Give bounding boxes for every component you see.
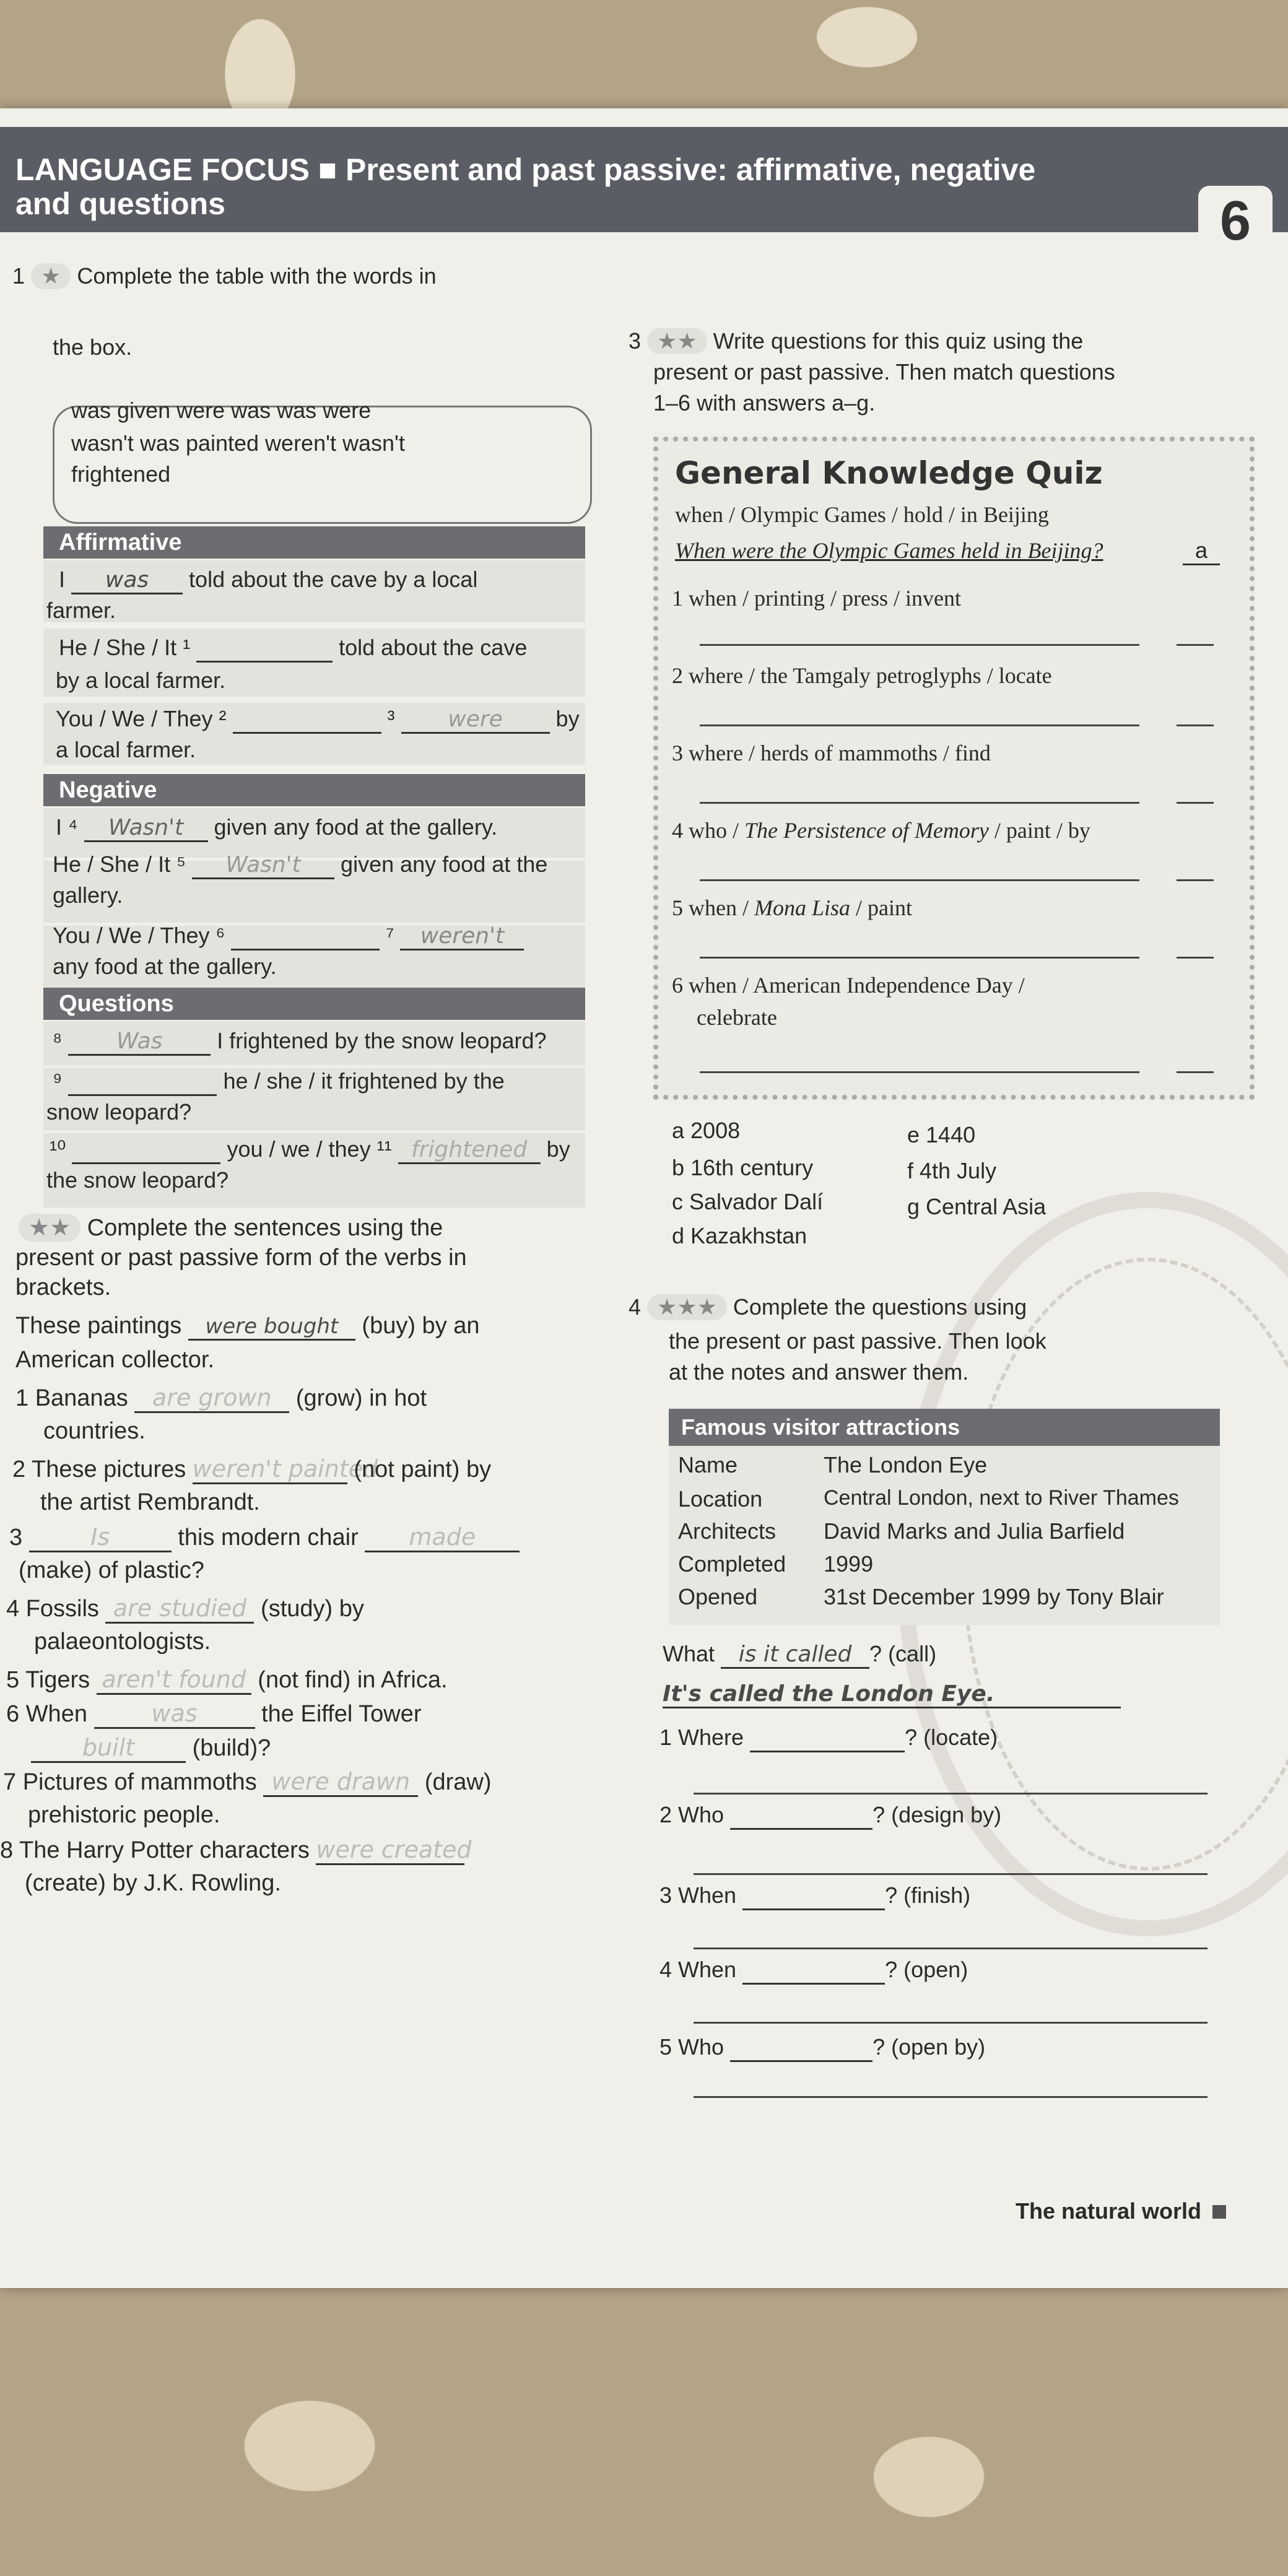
sentence-text: (buy) by an (362, 1313, 480, 1339)
ex3-instruction-line3: 1–6 with answers a–g. (653, 390, 876, 416)
quiz-example-prompt: when / Olympic Games / hold / in Beijing (675, 502, 1049, 527)
ex2-sentence-8-cont: (create) by J.K. Rowling. (25, 1870, 281, 1896)
answer-blank (231, 923, 380, 951)
attraction-value: The London Eye (824, 1452, 988, 1477)
row-text: by (555, 706, 580, 731)
question-italic: Mona Lisa (754, 895, 851, 920)
ex3-stars: ★★ (647, 328, 707, 354)
question-text: ? (open by) (872, 2034, 986, 2060)
question-text: ? (call) (869, 1641, 937, 1666)
question-text: 5 when / (672, 895, 754, 920)
questions-row1 (53, 1028, 547, 1056)
quiz-box (653, 437, 1255, 1100)
sentence-text: (not paint) by (354, 1456, 492, 1482)
answer-letter-line (1177, 879, 1214, 881)
row-subject: He / She / It ¹ (59, 635, 191, 660)
sentence-text: 3 (9, 1525, 23, 1551)
attraction-value: David Marks and Julia Barfield (824, 1518, 1125, 1544)
answer-blank: are grown (134, 1384, 289, 1413)
answer-line (694, 1947, 1208, 1949)
quiz-answer-f: f 4th July (907, 1158, 997, 1183)
attraction-value: Central London, next to River Thames (824, 1486, 1179, 1510)
sentence-text: These paintings (15, 1313, 182, 1339)
answer-line (700, 1071, 1139, 1073)
negative-row3 (53, 923, 524, 951)
answer-blank (72, 1136, 220, 1164)
affirmative-row1 (59, 567, 477, 594)
row-text: I frightened by the snow leopard? (217, 1028, 547, 1053)
ex4-question-4 (659, 1957, 968, 1985)
footer-label (1016, 2198, 1226, 2224)
negative-row2 (53, 851, 547, 879)
row-subject: You / We / They ² (56, 706, 227, 731)
answer-letter-line (1177, 1071, 1214, 1073)
affirmative-row2 (59, 635, 527, 663)
ex4-question-2 (659, 1802, 1001, 1830)
ex2-sentence-3-cont: (make) of plastic? (19, 1557, 204, 1583)
footer-text: The natural world (1016, 2198, 1202, 2224)
answer-blank (730, 2034, 872, 2062)
ex4-instruction-line2: the present or past passive. Then look (669, 1328, 1046, 1354)
sentence-text: (draw) (424, 1769, 492, 1795)
sentence-text: (study) by (261, 1596, 364, 1622)
answer-blank (750, 1725, 905, 1752)
row-subject: You / We / They ⁶ (53, 923, 225, 948)
row-text: given any food at the (341, 851, 548, 877)
ex4-example (663, 1641, 936, 1669)
row-text: told about the cave by a local (189, 567, 478, 592)
ex4-question-1 (659, 1725, 998, 1752)
questions-row2-cont: snow leopard? (46, 1099, 192, 1125)
ex4-stars: ★★★ (647, 1294, 727, 1320)
negative-row2-cont: gallery. (53, 882, 123, 908)
ex2-sentence-4 (6, 1595, 364, 1624)
row-subject: He / She / It ⁵ (53, 851, 186, 877)
answer-line (700, 802, 1139, 804)
quiz-answer-c: c Salvador Dalí (672, 1189, 824, 1214)
ex1-instruction-line2: the box. (53, 334, 133, 360)
answer-line (700, 644, 1139, 646)
answer-blank: Wasn't (84, 815, 208, 842)
quiz-question-4 (672, 817, 1090, 843)
ex3-number: 3 (629, 328, 642, 354)
negative-row1 (56, 814, 497, 842)
answer-blank (68, 1068, 217, 1096)
quiz-answer-e: e 1440 (907, 1122, 976, 1147)
ex2-sentence-1-cont: countries. (43, 1418, 146, 1444)
ex2-sentence-6-cont (31, 1734, 271, 1763)
question-text: 4 When (659, 1957, 737, 1982)
answer-letter-line (1177, 802, 1214, 804)
answer-blank: Was (68, 1029, 211, 1056)
ex2-sentence-3 (9, 1523, 520, 1552)
sentence-text: 1 Bananas (15, 1385, 128, 1411)
sentence-text: (build)? (192, 1735, 271, 1761)
page-header (0, 127, 1288, 232)
questions-header: Questions (43, 988, 585, 1020)
answer-blank (196, 635, 333, 663)
answer-blank: weren't painted (193, 1455, 347, 1484)
ex2-sentence-7-cont: prehistoric people. (28, 1802, 220, 1828)
ex4-instruction-line1: Complete the questions using (733, 1294, 1027, 1320)
questions-row2 (53, 1068, 505, 1096)
question-italic: The Persistence of Memory (744, 818, 989, 843)
question-text: / paint (850, 895, 912, 920)
row-subject: I ⁴ (56, 814, 78, 840)
ex2-sentence-7 (3, 1768, 492, 1797)
sentence-text: the Eiffel Tower (261, 1701, 422, 1727)
ex4-number: 4 (629, 1294, 642, 1320)
quiz-answer-b: b 16th century (672, 1155, 814, 1180)
ex3-instruction-line1: Write questions for this quiz using the (713, 328, 1084, 354)
quiz-answer-d: d Kazakhstan (672, 1223, 807, 1248)
ex2-instruction-line1: Complete the sentences using the (87, 1215, 443, 1241)
page-title-line1: LANGUAGE FOCUS ■ Present and past passive: affirmative, negative (15, 152, 1036, 187)
ex2-sentence-1 (15, 1384, 427, 1413)
answer-blank: is it called (721, 1642, 869, 1669)
ex4-question-5 (659, 2034, 985, 2062)
row-text: by (546, 1136, 570, 1162)
ex2-sentence-8 (0, 1836, 472, 1865)
answer-blank: were created (316, 1836, 464, 1865)
question-text: 5 Who (659, 2034, 724, 2060)
sentence-text: this modern chair (178, 1525, 359, 1551)
ex1-instruction-line1: Complete the table with the words in (77, 263, 437, 289)
question-text: 3 When (659, 1882, 737, 1908)
attraction-value: 31st December 1999 by Tony Blair (824, 1584, 1164, 1609)
affirmative-row1-cont: farmer. (46, 598, 116, 623)
question-text: ? (finish) (885, 1882, 971, 1908)
attractions-box-title: Famous visitor attractions (669, 1409, 1220, 1446)
quiz-question-5 (672, 895, 912, 921)
ex2-sentence-6 (6, 1700, 422, 1729)
affirmative-row3-cont: a local farmer. (56, 737, 196, 762)
word-box-line3: frightened (71, 461, 171, 487)
ex1-header (12, 263, 437, 289)
attraction-value: 1999 (824, 1551, 874, 1577)
sentence-text: 2 These pictures (12, 1456, 186, 1482)
answer-blank (742, 1882, 885, 1910)
questions-row3 (50, 1136, 570, 1164)
ex4-question-3 (659, 1882, 970, 1910)
question-text: What (663, 1641, 715, 1666)
quiz-answer-a: a 2008 (672, 1118, 741, 1143)
attraction-label: Architects (678, 1518, 777, 1544)
row-text: given any food at the gallery. (214, 814, 498, 840)
sentence-text: 4 Fossils (6, 1596, 99, 1622)
affirmative-row2-cont: by a local farmer. (56, 668, 226, 693)
ex2-instruction-line2: present or past passive form of the verbs in (15, 1245, 467, 1271)
word-box-line1: was given were was was were (71, 398, 372, 423)
quiz-question-3: 3 where / herds of mammoths / find (672, 741, 991, 765)
row-text: he / she / it frightened by the (223, 1068, 505, 1094)
answer-blank: Wasn't (192, 852, 334, 879)
quiz-question-2: 2 where / the Tamgaly petroglyphs / locate (672, 663, 1052, 688)
ex2-instruction-line3: brackets. (15, 1274, 111, 1300)
answer-blank: Is (29, 1523, 172, 1552)
blank-number: ¹⁰ (50, 1136, 66, 1162)
quiz-title: General Knowledge Quiz (675, 455, 1103, 491)
question-text: 1 Where (659, 1725, 744, 1750)
quiz-example-answer: When were the Olympic Games held in Beijing? (675, 538, 1103, 563)
ex1-number: 1 (12, 263, 25, 289)
answer-blank: were drawn (263, 1768, 418, 1797)
answer-blank: was (71, 567, 183, 594)
answer-line (700, 957, 1139, 959)
questions-row3-cont: the snow leopard? (46, 1167, 229, 1193)
blank-number: ⁹ (53, 1068, 63, 1094)
row-text: you / we / they ¹¹ (227, 1136, 392, 1162)
blank-number: ⁷ (386, 923, 394, 948)
answer-line (694, 1793, 1208, 1795)
unit-number-badge: 6 (1198, 186, 1273, 257)
answer-blank (730, 1802, 872, 1830)
quiz-example-letter: a (1183, 537, 1220, 565)
answer-letter-line (1177, 644, 1214, 646)
sentence-text: (grow) in hot (295, 1385, 427, 1411)
ex2-sentence-4-cont: palaeontologists. (34, 1629, 211, 1655)
ex2-stars: ★★ (19, 1214, 80, 1242)
answer-blank: were bought (188, 1314, 355, 1341)
answer-blank: frightened (398, 1137, 541, 1164)
square-bullet-icon (1212, 2205, 1226, 2219)
ex1-stars: ★ (31, 263, 71, 289)
blank-number: ³ (387, 706, 395, 731)
ex4-header (629, 1294, 1027, 1320)
ex2-example-cont: American collector. (15, 1347, 215, 1373)
sentence-text: 7 Pictures of mammoths (3, 1769, 257, 1795)
answer-line (700, 724, 1139, 726)
word-box-line2: wasn't was painted weren't wasn't (71, 430, 405, 456)
question-text: 4 who / (672, 818, 744, 843)
answer-blank: are studied (105, 1595, 254, 1624)
answer-blank: aren't found (97, 1666, 251, 1695)
affirmative-row3 (56, 706, 580, 734)
ex4-example-answer: It's called the London Eye. (663, 1681, 1121, 1708)
quiz-answer-g: g Central Asia (907, 1194, 1046, 1219)
row-subject: I (59, 567, 66, 592)
answer-line (700, 879, 1139, 881)
answer-letter-line (1177, 724, 1214, 726)
negative-header: Negative (43, 774, 585, 806)
quiz-question-1: 1 when / printing / press / invent (672, 586, 961, 611)
sentence-text: (not find) in Africa. (258, 1667, 448, 1693)
attraction-label: Name (678, 1452, 738, 1477)
ex3-header (629, 328, 1083, 354)
negative-row3-cont: any food at the gallery. (53, 954, 277, 979)
question-text: / paint / by (988, 818, 1090, 843)
answer-blank (742, 1957, 885, 1985)
question-text: 2 Who (659, 1802, 724, 1827)
answer-blank (233, 706, 381, 734)
answer-letter-line (1177, 957, 1214, 959)
ex2-header (19, 1214, 443, 1242)
answer-blank: built (31, 1734, 186, 1763)
affirmative-header: Affirmative (43, 526, 585, 559)
attraction-label: Opened (678, 1584, 758, 1609)
answer-blank: made (365, 1523, 520, 1552)
attraction-label: Location (678, 1486, 763, 1512)
question-text: ? (design by) (872, 1802, 1002, 1827)
row-text: told about the cave (339, 635, 528, 660)
quiz-question-6: 6 when / American Independence Day / (672, 973, 1025, 998)
attraction-label: Completed (678, 1551, 786, 1577)
ex3-instruction-line2: present or past passive. Then match questions (653, 359, 1115, 385)
question-text: ? (locate) (905, 1725, 998, 1750)
answer-blank: was (94, 1700, 255, 1729)
answer-line (694, 2022, 1208, 2024)
answer-line (694, 1873, 1208, 1875)
answer-blank: were (401, 707, 550, 734)
ex2-sentence-2-cont: the artist Rembrandt. (40, 1489, 260, 1515)
sentence-text: 8 The Harry Potter characters (0, 1837, 310, 1863)
page-title-line2: and questions (15, 186, 225, 221)
answer-line (694, 2096, 1208, 2098)
ex2-example (15, 1313, 480, 1341)
quiz-question-6-cont: celebrate (697, 1005, 777, 1030)
sentence-text: 5 Tigers (6, 1667, 90, 1693)
blank-number: ⁸ (53, 1028, 63, 1053)
question-text: ? (open) (885, 1957, 968, 1982)
ex2-sentence-5 (6, 1666, 448, 1695)
answer-blank: weren't (400, 923, 524, 951)
sentence-text: 6 When (6, 1701, 87, 1727)
ex2-sentence-2 (12, 1455, 491, 1484)
ex4-instruction-line3: at the notes and answer them. (669, 1359, 969, 1385)
